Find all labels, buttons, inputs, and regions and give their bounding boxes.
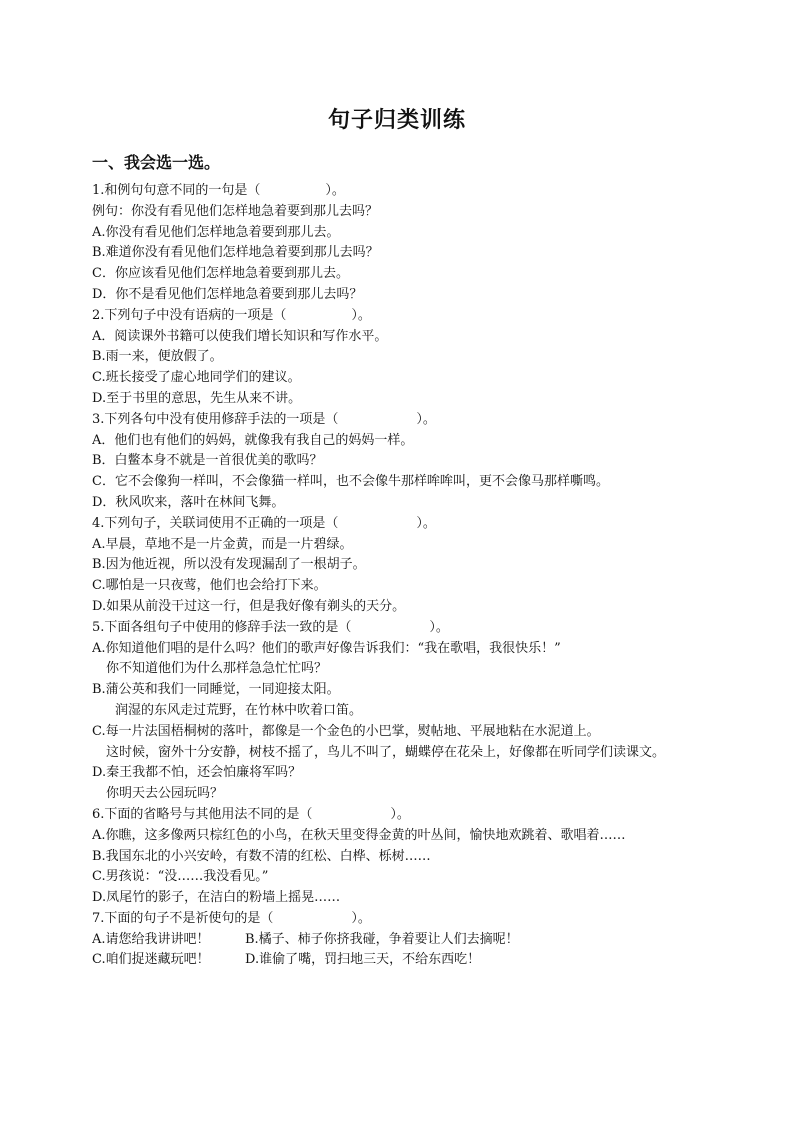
question-6-option-b: B.我国东北的小兴安岭，有数不清的红松、白桦、栎树…… (92, 848, 431, 864)
question-7-option-d: D.谁偷了嘴，罚扫地三天，不给东西吃！ (245, 952, 481, 968)
question-7-option-b: B.橘子、柿子你挤我碰，争着要让人们去摘呢！ (245, 931, 519, 947)
question-6-option-d: D.凤尾竹的影子，在洁白的粉墙上摇晃…… (92, 890, 341, 906)
question-7-option-a: A.请您给我讲讲吧！ (92, 931, 210, 947)
question-5-option-a-line-1: A.你知道他们唱的是什么吗？他们的歌声好像告诉我们：“我在歌唱，我很快乐！” (92, 640, 561, 656)
question-4-stem: 4.下列句子，关联词使用不正确的一项是（ ）。 (92, 515, 436, 531)
question-5-option-d-line-2: 你明天去公园玩吗？ (106, 786, 224, 802)
question-7-options-row-2 (92, 950, 732, 971)
question-5-option-c-line-2: 这时候，窗外十分安静，树枝不摇了，鸟儿不叫了，蝴蝶停在花朵上，好像都在听同学们读课文。 (106, 744, 666, 760)
section-heading: 一、我会选一选。 (92, 153, 221, 172)
question-5-option-c-line-1: C.每一片法国梧桐树的落叶，都像是一个金色的小巴掌，熨帖地、平展地粘在水泥道上。 (92, 723, 600, 739)
question-3-option-a: A．他们也有他们的妈妈，就像我有我自己的妈妈一样。 (92, 432, 414, 448)
question-5-option-b-line-1: B.蒲公英和我们一同睡觉，一同迎接太阳。 (92, 682, 340, 698)
question-3-option-d: D．秋风吹来，落叶在林间飞舞。 (92, 494, 285, 510)
question-5-option-b-line-2: 润湿的东风走过荒野，在竹林中吹着口笛。 (115, 702, 363, 718)
question-2-option-b: B.雨一来，便放假了。 (92, 349, 223, 365)
question-1-stem: 1.和例句句意不同的一句是（ ）。 (92, 183, 345, 198)
question-3-stem: 3.下列各句中没有使用修辞手法的一项是（ ）。 (92, 411, 436, 427)
question-7-option-c: C.咱们捉迷藏玩吧！ (92, 952, 210, 968)
question-3-option-c: C．它不会像狗一样叫，不会像猫一样叫，也不会像牛那样哞哞叫，更不会像马那样嘶鸣。 (92, 474, 609, 490)
question-1-option-d: D．你不是看见他们怎样地急着要到那儿去吗？ (92, 286, 363, 302)
question-3-option-b: B．白鳖本身不就是一首很优美的歌吗？ (92, 453, 323, 469)
question-6-stem: 6.下面的省略号与其他用法不同的是（ ）。 (92, 806, 410, 822)
question-1-option-b: B.难道你没有看见他们怎样地急着要到那儿去吗？ (92, 245, 379, 261)
question-1-option-a: A.你没有看见他们怎样地急着要到那儿去。 (92, 224, 340, 240)
question-1-example: 例句：你没有看见他们怎样地急着要到那儿去吗？ (92, 203, 379, 219)
question-5-stem: 5.下面各组句子中使用的修辞手法一致的是（ ）。 (92, 619, 449, 635)
question-1-option-c: C．你应该看见他们怎样地急着要到那儿去。 (92, 266, 349, 282)
question-list (92, 181, 732, 971)
question-4-option-c: C.哪怕是一只夜莺，他们也会给打下来。 (92, 578, 327, 594)
question-7-stem: 7.下面的句子不是祈使句的是（ ）。 (92, 910, 371, 926)
question-7-options-row-1 (92, 930, 732, 951)
question-4-option-a: A.早晨，草地不是一片金黄，而是一片碧绿。 (92, 536, 353, 552)
question-6-option-a: A.你瞧，这多像两只棕红色的小鸟，在秋天里变得金黄的叶丛间，愉快地欢跳着、歌唱着…… (92, 827, 626, 843)
question-4-option-b: B.因为他近视，所以没有发现漏刮了一根胡子。 (92, 557, 366, 573)
question-2-option-a: A．阅读课外书籍可以使我们增长知识和写作水平。 (92, 328, 388, 344)
question-2-stem: 2.下列句子中没有语病的一项是（ ）。 (92, 307, 371, 323)
question-2-option-c: C.班长接受了虚心地同学们的建议。 (92, 370, 301, 386)
question-6-option-c: C.男孩说：“没……我没看见。” (92, 869, 269, 885)
question-5-option-a-line-2: 你不知道他们为什么那样急急忙忙吗？ (106, 661, 328, 677)
question-4-option-d: D.如果从前没干过这一行，但是我好像有剃头的天分。 (92, 598, 406, 614)
question-5-option-d-line-1: D.秦王我都不怕，还会怕廉将军吗？ (92, 765, 302, 781)
page-title: 句子归类训练 (327, 107, 466, 133)
question-2-option-d: D.至于书里的意思，先生从来不讲。 (92, 390, 302, 406)
